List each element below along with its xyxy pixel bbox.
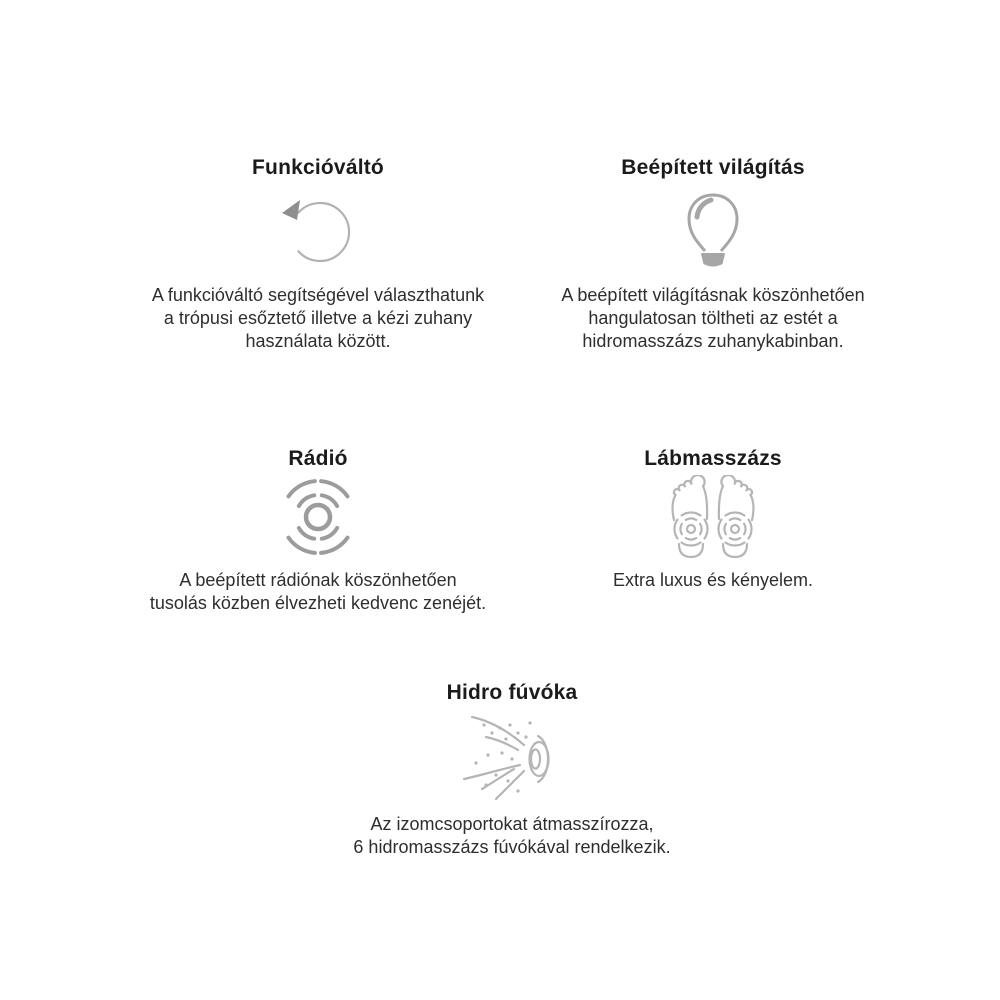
rotate-arrow-icon (103, 188, 533, 272)
feature-title: Lábmasszázs (644, 447, 782, 470)
feature-description: Az izomcsoportokat átmasszírozza, 6 hidromasszázs fúvókával rendelkezik. (353, 814, 671, 857)
feature-title: Hidro fúvóka (446, 681, 578, 704)
feature-beepitett-vilagitas (498, 156, 928, 353)
water-jet-icon (297, 713, 727, 801)
feature-radio (103, 447, 533, 615)
feature-description: Extra luxus és kényelem. (612, 570, 814, 590)
feature-description: A beépített rádiónak köszönhetően tusolás közben élvezheti kedvenc zenéjét. (149, 570, 487, 613)
feature-title: Funkcióváltó (252, 156, 384, 179)
feature-title: Rádió (288, 447, 348, 470)
feature-funkciovalto (103, 156, 533, 353)
radio-waves-icon (103, 477, 533, 557)
feature-description: A beépített világításnak köszönhetően hangulatosan töltheti az estét a hidromasszázs zuhanykabinban. (561, 285, 865, 351)
feet-massage-icon (498, 477, 928, 557)
feature-hidro-fuvoka (297, 681, 727, 859)
feature-title: Beépített világítás (621, 156, 805, 179)
lightbulb-icon (498, 188, 928, 272)
feature-labmasszazs (498, 447, 928, 592)
feature-description: A funkcióváltó segítségével választhatunk a trópusi esőztető illetve a kézi zuhany használata között. (151, 285, 485, 351)
